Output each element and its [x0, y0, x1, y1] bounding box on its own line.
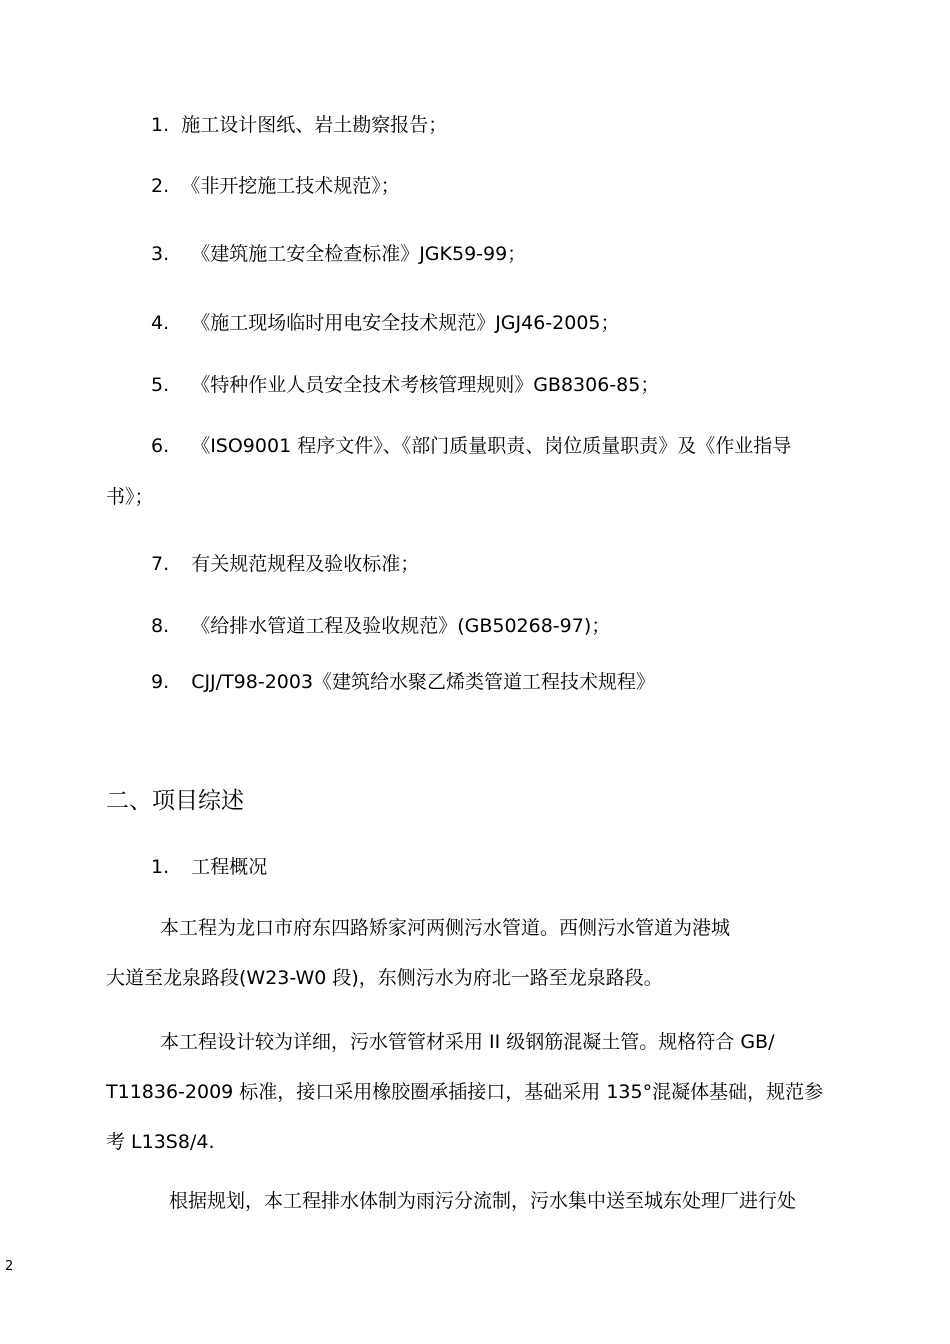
subsection-text: 工程概况 [191, 856, 268, 878]
reference-text: 《ISO9001 程序文件》、《部门质量职责、岗位质量职责》及《作业指导 [191, 435, 792, 457]
reference-text: 《建筑施工安全检查标准》JGK59-99； [191, 243, 527, 265]
reference-text: 《施工现场临时用电安全技术规范》JGJ46-2005； [191, 312, 620, 334]
reference-text: 《非开挖施工技术规范》； [181, 175, 400, 197]
reference-number: 4. [151, 312, 170, 334]
reference-item [151, 373, 659, 397]
reference-item [151, 614, 610, 638]
reference-item [151, 174, 400, 198]
reference-item [151, 113, 447, 137]
reference-text: 施工设计图纸、岩土勘察报告； [181, 114, 448, 136]
reference-number: 8. [151, 615, 170, 637]
reference-text: CJJ/T98-2003《建筑给水聚乙烯类管道工程技术规程》 [191, 671, 656, 693]
reference-number: 1. [151, 114, 170, 136]
paragraph-line: 考 L13S8/4. [106, 1131, 215, 1153]
paragraph-line: T11836-2009 标准，接口采用橡胶圈承插接口，基础采用 135°混凝体基础，规范参 [106, 1081, 824, 1103]
reference-continuation [106, 485, 154, 509]
reference-item [151, 552, 419, 576]
section-heading: 二、项目综述 [106, 788, 244, 814]
reference-number: 6. [151, 435, 170, 457]
reference-text: 《给排水管道工程及验收规范》(GB50268-97)； [191, 615, 611, 637]
reference-number: 7. [151, 553, 170, 575]
reference-number: 5. [151, 374, 170, 396]
reference-item [151, 311, 620, 335]
reference-number: 3. [151, 243, 170, 265]
reference-item [151, 434, 791, 458]
paragraph-line: 大道至龙泉路段(W23-W0 段)，东侧污水为府北一路至龙泉路段。 [106, 967, 663, 989]
paragraph-line: 根据规划，本工程排水体制为雨污分流制，污水集中送至城东处理厂进行处 [169, 1190, 797, 1212]
reference-number: 9. [151, 671, 170, 693]
paragraph-line: 本工程为龙口市府东四路矫家河两侧污水管道。西侧污水管道为港城 [160, 917, 731, 939]
reference-item [151, 242, 526, 266]
reference-continuation-text: 书》； [106, 486, 154, 508]
reference-text: 有关规范规程及验收标准； [191, 553, 420, 575]
paragraph-line: 本工程设计较为详细，污水管管材采用 II 级钢筋混凝土管。规格符合 GB/ [160, 1031, 775, 1053]
page-number: 2 [5, 1259, 14, 1274]
reference-text: 《特种作业人员安全技术考核管理规则》GB8306-85； [191, 374, 660, 396]
subsection-title [151, 855, 267, 879]
reference-number: 2. [151, 175, 170, 197]
reference-item [151, 670, 655, 694]
subsection-number: 1. [151, 856, 170, 878]
